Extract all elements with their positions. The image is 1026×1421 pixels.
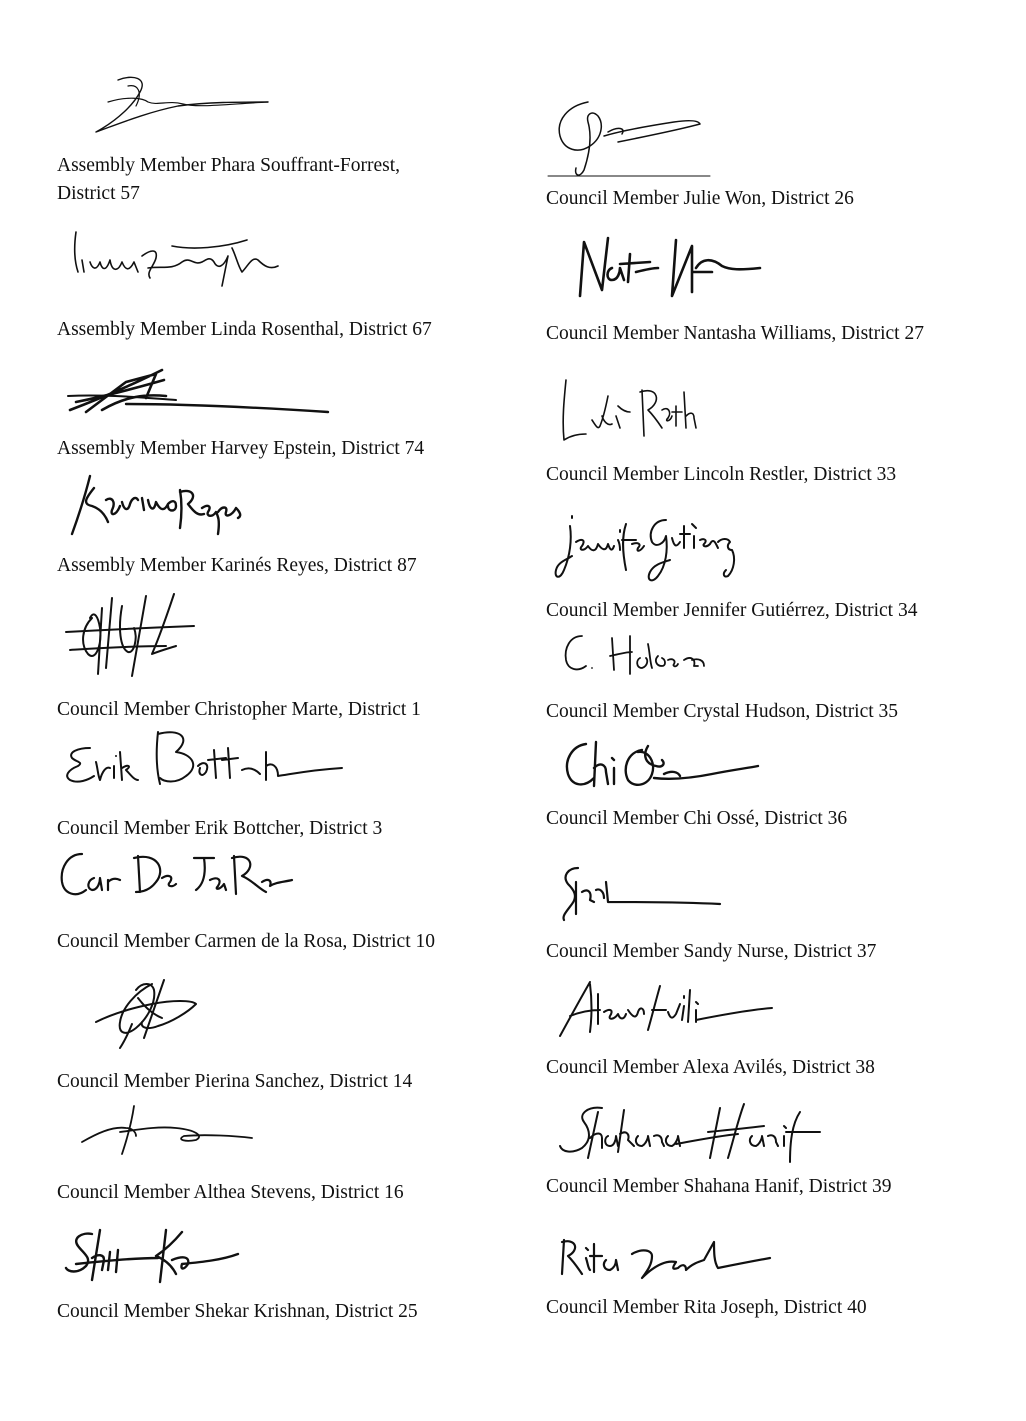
signature-image [62,588,202,680]
signer-caption: Council Member Pierina Sanchez, District 14 [57,1071,413,1092]
signer-caption: Council Member Rita Joseph, District 40 [546,1297,867,1318]
signer-caption: Council Member Crystal Hudson, District 35 [546,701,899,722]
signer-caption: Council Member Christopher Marte, District 1 [57,699,421,720]
signer-caption: Assembly Member Karinés Reyes, District 87 [57,555,417,576]
signature-image [72,226,287,306]
signer-caption: Council Member Jennifer Gutiérrez, District 34 [546,600,918,621]
signer-caption: Council Member Shekar Krishnan, District 25 [57,1301,418,1322]
signature-image [560,862,725,924]
signer-caption: Council Member Sandy Nurse, District 37 [546,941,877,962]
signer-caption: Council Member Althea Stevens, District 16 [57,1182,404,1203]
signer-caption: Assembly Member Harvey Epstein, District 74 [57,438,425,459]
signer-caption: Council Member Alexa Avilés, District 38 [546,1057,875,1078]
signature-image [552,510,752,588]
signature-image [572,232,767,302]
signature-image [558,1234,773,1282]
signature-image [76,1102,256,1158]
signature-image [68,472,248,542]
signer-caption: Assembly Member Linda Rosenthal, District 67 [57,319,432,340]
signer-caption: Council Member Carmen de la Rosa, District 10 [57,931,436,952]
signer-caption: Council Member Nantasha Williams, District 27 [546,323,924,344]
signature-image [562,738,762,794]
signer-caption: Council Member Shahana Hanif, District 39 [546,1176,892,1197]
signer-caption: Council Member Chi Ossé, District 36 [546,808,848,829]
signature-image [560,630,710,678]
signature-image [556,976,776,1042]
signer-district: District 57 [57,183,140,204]
signature-image [58,848,298,904]
signer-caption: Council Member Erik Bottcher, District 3 [57,818,383,839]
signer-caption: Assembly Member Phara Souffrant-Forrest, [57,155,400,176]
signer-caption: Council Member Julie Won, District 26 [546,188,854,209]
signature-image [60,726,345,796]
signature-image [88,72,278,142]
signature-image [558,1100,828,1166]
signer-caption: Council Member Lincoln Restler, District 33 [546,464,897,485]
signature-image [66,366,331,421]
signature-image [558,376,708,448]
signature-image [62,1224,242,1288]
signature-image [548,96,713,180]
signature-image [92,978,202,1052]
